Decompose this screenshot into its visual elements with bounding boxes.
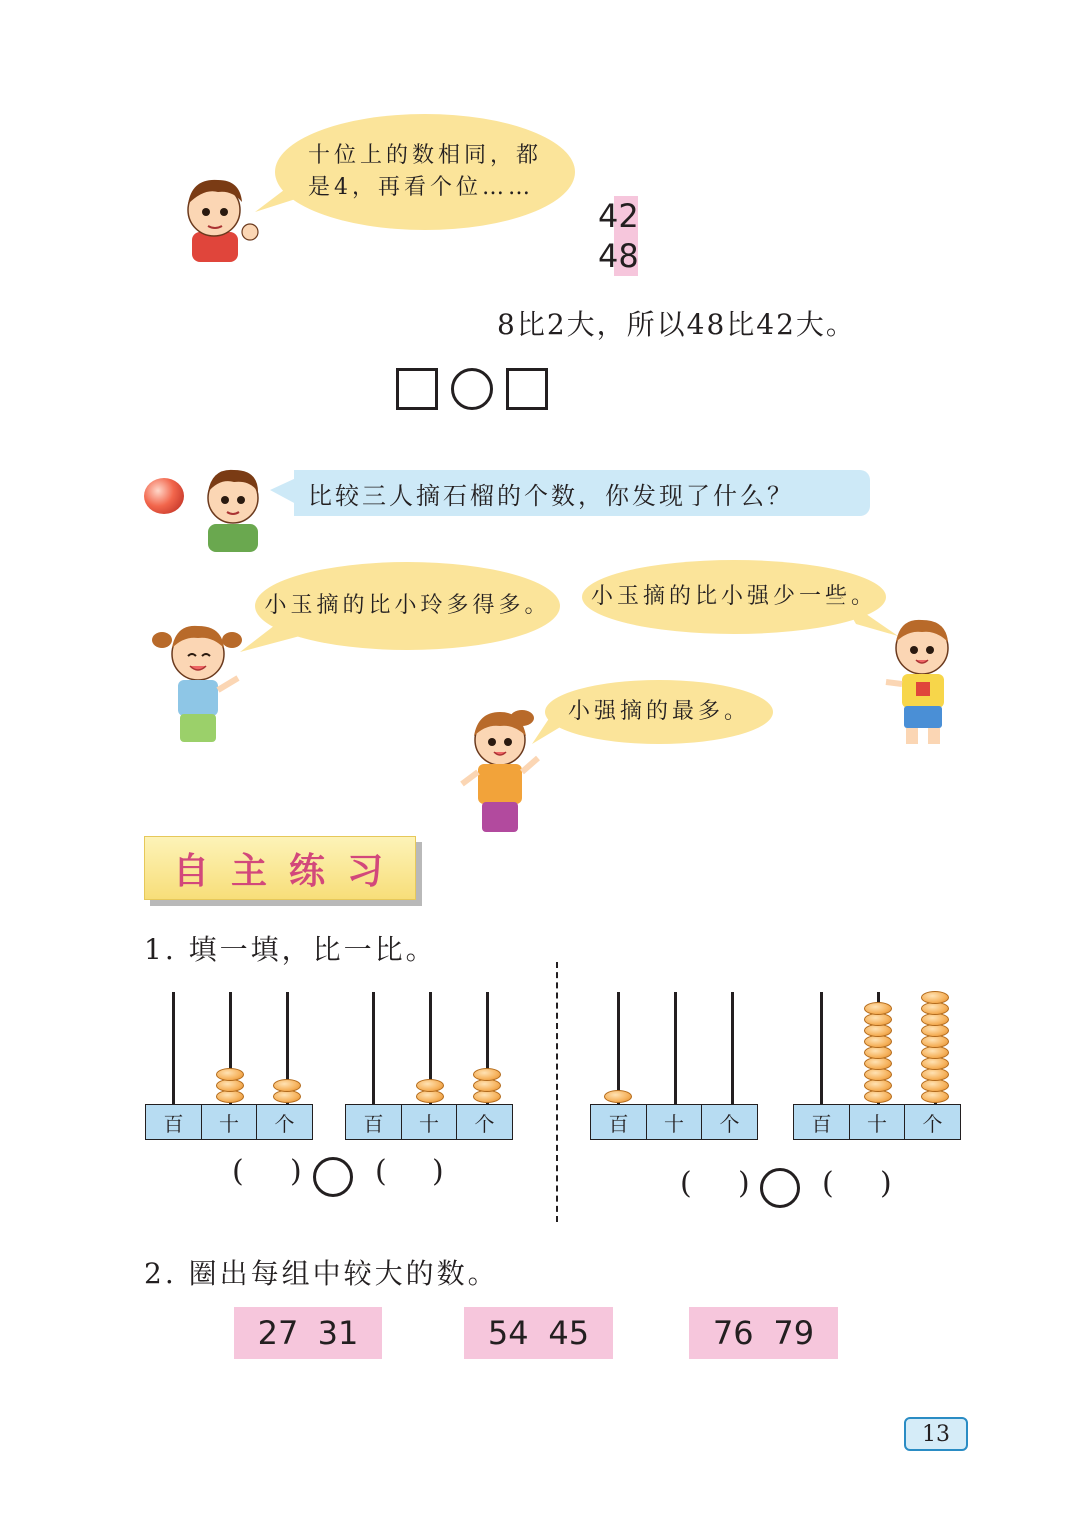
red-ball-icon xyxy=(144,478,184,514)
answer-paren-open-1: ( xyxy=(232,1154,244,1189)
number-48-ones: 8 xyxy=(618,237,639,275)
speech-bubble-top-line1: 十位上的数相同，都 xyxy=(307,143,542,168)
abacus-place-row-4 xyxy=(793,1104,961,1140)
speech-bubble-top-line2: 是4，再看个位…… xyxy=(307,175,534,200)
place-label-hundreds: 百 xyxy=(590,1104,647,1140)
answer-paren-open-4: ( xyxy=(822,1166,834,1201)
answer-paren-close-4: ) xyxy=(880,1166,892,1201)
abacus-rod-hundreds xyxy=(617,992,620,1104)
number-group-2-a[interactable]: 54 xyxy=(487,1314,529,1352)
conclusion-text: 8比2大，所以48比42大。 xyxy=(497,308,856,341)
number-48-tens: 4 xyxy=(598,237,619,275)
place-label-tens: 十 xyxy=(849,1104,906,1140)
answer-paren-open-2: ( xyxy=(375,1154,387,1189)
abacus-bead xyxy=(473,1068,501,1081)
abacus-place-row-2 xyxy=(345,1104,513,1140)
answer-paren-close-2: ) xyxy=(432,1154,444,1189)
page-number-text: 13 xyxy=(922,1421,950,1447)
abacus-rod-ones xyxy=(731,992,734,1104)
speech-bubble-girl-left xyxy=(255,562,560,650)
answer-box-left[interactable] xyxy=(396,368,438,410)
section-title-banner xyxy=(144,836,416,900)
place-label-tens: 十 xyxy=(401,1104,458,1140)
abacus-rod-tens xyxy=(674,992,677,1104)
place-label-tens: 十 xyxy=(646,1104,703,1140)
section-title: 自主练习 xyxy=(172,850,405,892)
abacus-bead xyxy=(416,1079,444,1092)
place-label-ones: 个 xyxy=(904,1104,961,1140)
speech-bubble-top xyxy=(275,114,575,230)
abacus-rod-hundreds xyxy=(172,992,175,1104)
prompt-text: 比较三人摘石榴的个数，你发现了什么？ xyxy=(308,481,794,510)
girl-character-left xyxy=(152,618,248,750)
place-label-ones: 个 xyxy=(701,1104,758,1140)
abacus-place-row-3 xyxy=(590,1104,758,1140)
place-label-hundreds: 百 xyxy=(345,1104,402,1140)
compare-circle-top[interactable] xyxy=(451,368,493,410)
number-42-ones: 2 xyxy=(618,197,639,235)
boy-character-right xyxy=(882,612,962,748)
place-label-ones: 个 xyxy=(456,1104,513,1140)
answer-box-right[interactable] xyxy=(506,368,548,410)
number-group-1 xyxy=(234,1307,382,1359)
compare-circle-q1-left[interactable] xyxy=(313,1157,353,1197)
place-label-hundreds: 百 xyxy=(793,1104,850,1140)
prompt-bar-tail xyxy=(270,476,296,506)
number-group-2-b[interactable]: 45 xyxy=(548,1314,590,1352)
place-label-ones: 个 xyxy=(256,1104,313,1140)
prompt-bar xyxy=(294,470,870,516)
boy-character-top xyxy=(178,170,264,262)
page-number xyxy=(904,1417,968,1451)
speech-bubble-girl-mid-text: 小强摘的最多。 xyxy=(567,699,750,724)
number-group-1-a[interactable]: 27 xyxy=(257,1314,299,1352)
question-1-title: 1. 填一填，比一比。 xyxy=(144,933,437,966)
abacus-bead xyxy=(216,1068,244,1081)
number-group-2 xyxy=(464,1307,613,1359)
abacus-bead xyxy=(604,1090,632,1103)
boy-character-prompt xyxy=(200,462,266,552)
speech-bubble-girl-left-text: 小玉摘的比小玲多得多。 xyxy=(264,593,551,618)
answer-paren-open-3: ( xyxy=(680,1166,692,1201)
abacus-place-row-1 xyxy=(145,1104,313,1140)
number-group-3-a[interactable]: 76 xyxy=(712,1314,754,1352)
abacus-rod-hundreds xyxy=(372,992,375,1104)
number-group-3-b[interactable]: 79 xyxy=(773,1314,815,1352)
number-42 xyxy=(598,196,639,236)
answer-paren-close-3: ) xyxy=(738,1166,750,1201)
speech-bubble-boy-right-text: 小玉摘的比小强少一些。 xyxy=(590,584,877,609)
girl-character-mid xyxy=(458,704,542,840)
question-2-title: 2. 圈出每组中较大的数。 xyxy=(144,1257,499,1290)
number-42-tens: 4 xyxy=(598,197,619,235)
number-48 xyxy=(598,236,639,276)
abacus-bead xyxy=(921,991,949,1004)
abacus-bead xyxy=(864,1002,892,1015)
compare-circle-q1-right[interactable] xyxy=(760,1168,800,1208)
dashed-divider xyxy=(556,962,558,1222)
answer-paren-close-1: ) xyxy=(290,1154,302,1189)
number-group-1-b[interactable]: 31 xyxy=(317,1314,359,1352)
number-group-3 xyxy=(689,1307,838,1359)
speech-bubble-girl-mid xyxy=(545,680,773,744)
place-label-tens: 十 xyxy=(201,1104,258,1140)
place-label-hundreds: 百 xyxy=(145,1104,202,1140)
abacus-rod-hundreds xyxy=(820,992,823,1104)
abacus-bead xyxy=(273,1079,301,1092)
